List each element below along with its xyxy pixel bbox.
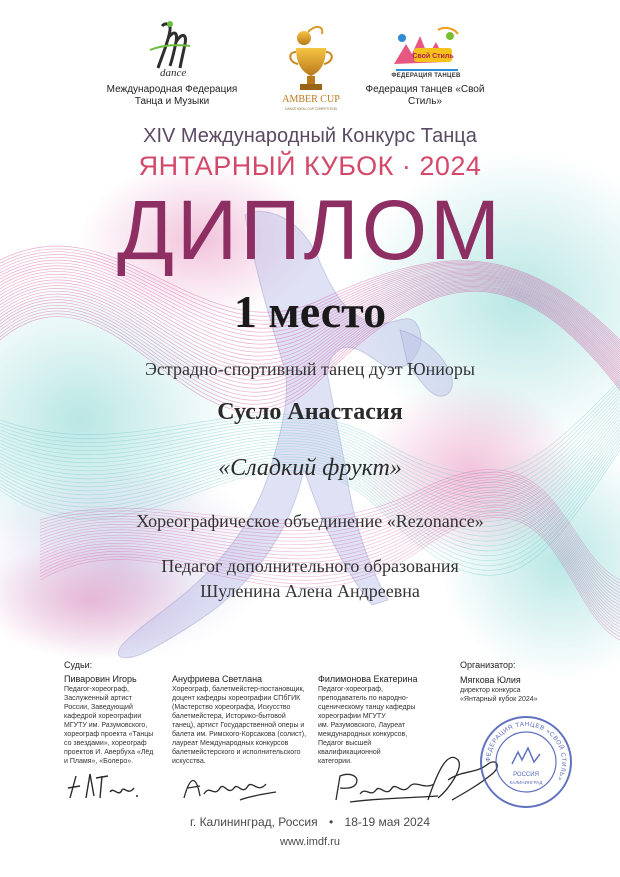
event-place: г. Калининград, Россия: [189, 815, 318, 829]
judge-2-signature-icon: [180, 770, 280, 804]
svoi-stil-small-text: ФЕДЕРАЦИЯ ТАНЦЕВ: [391, 73, 461, 79]
organizer-block: [460, 660, 570, 704]
amber-cup-logo-icon: [272, 20, 350, 118]
judge-2: [172, 674, 332, 766]
imdf-caption: Международная Федерация Танца и Музыки: [106, 84, 238, 107]
event-dates: 18-19 мая 2024: [344, 815, 431, 829]
svoi-stil-logo-icon: [388, 24, 464, 78]
dance-category: Эстрадно-спортивный танец дуэт Юниоры: [145, 359, 475, 379]
judge-3-name: Филимонова Екатерина: [318, 674, 418, 684]
footer-dot: •: [328, 815, 334, 829]
participant-name: Сусло Анастасия: [217, 399, 403, 425]
judge-2-desc: Хореограф, балетмейстер-постановщик, доцент кафедры хореографии СПбГИК (Мастерство хореографа, Искусство балетмейстера, Историко-бытовой танец), артист Государственной оперы и балета им. Римского-Корсакова (солист), лауреат Международных конкурсов балетмейстерского и исполнительского искусства.: [172, 686, 307, 765]
performance-title: «Сладкий фрукт»: [218, 455, 402, 481]
federation-stamp-icon: [478, 714, 574, 810]
amber-cup-sub: DANCE IDEAL CUP COMPETITION: [285, 107, 337, 111]
organizer-name: Мягкова Юлия: [460, 675, 521, 685]
judge-1-name: Пиваровин Игорь: [64, 674, 137, 684]
judge-1-signature-icon: [64, 768, 144, 804]
judges-label: Судьи:: [64, 660, 93, 670]
judge-3-desc: Педагог-хореограф, преподаватель по народно- сценическому танцу кафедры хореографии МГУТУ им. Разумовского, Лауреат международных конкурсов, Педагог высшей квалификационной категории.: [318, 686, 416, 765]
event-location-dates: [0, 814, 620, 830]
place-award: 1 место: [233, 286, 387, 337]
imdf-logo-script: dance: [160, 67, 187, 78]
organizer-label: Организатор:: [460, 660, 516, 670]
organizer-desc: директор конкурса «Янтарный кубок 2024»: [460, 687, 538, 703]
svoi-stil-badge: Свой Стиль: [412, 53, 454, 60]
dance-group: Хореографическое объединение «Rezonance»: [136, 511, 484, 531]
website-link[interactable]: www.imdf.ru: [280, 836, 340, 848]
imdf-logo-icon: [140, 20, 200, 78]
teacher-name: Шуленина Алена Андреевна: [200, 581, 420, 601]
judge-1: [64, 674, 172, 766]
amber-cup-name: AMBER CUP: [282, 94, 340, 105]
contest-title: XIV Международный Конкурс Танца: [143, 125, 477, 147]
cup-title: ЯНТАРНЫЙ КУБОК · 2024: [138, 151, 482, 181]
diploma-title: ДИПЛОМ: [116, 183, 504, 277]
stamp-center-text: РОССИЯ: [513, 772, 539, 778]
stamp-city-text: КАЛИНИНГРАД: [509, 780, 543, 785]
svoi-stil-caption: Федерация танцев «Свой Стиль»: [365, 84, 485, 107]
judge-1-desc: Педагог-хореограф, Заслуженный артист России, Заведующий кафедрой хореографии МГУТУ им. Разумовского, хореограф проекта «Танцы со звездами», хореограф проектов И. Авербуха «Лёд и Пламя», «Болеро».: [64, 686, 154, 765]
stamp-ring-text: ФЕДЕРАЦИЯ ТАНЦЕВ «СВОЙ СТИЛЬ»: [484, 720, 568, 782]
teacher-position: Педагог дополнительного образования: [161, 556, 459, 576]
judge-2-name: Ануфриева Светлана: [172, 674, 263, 684]
